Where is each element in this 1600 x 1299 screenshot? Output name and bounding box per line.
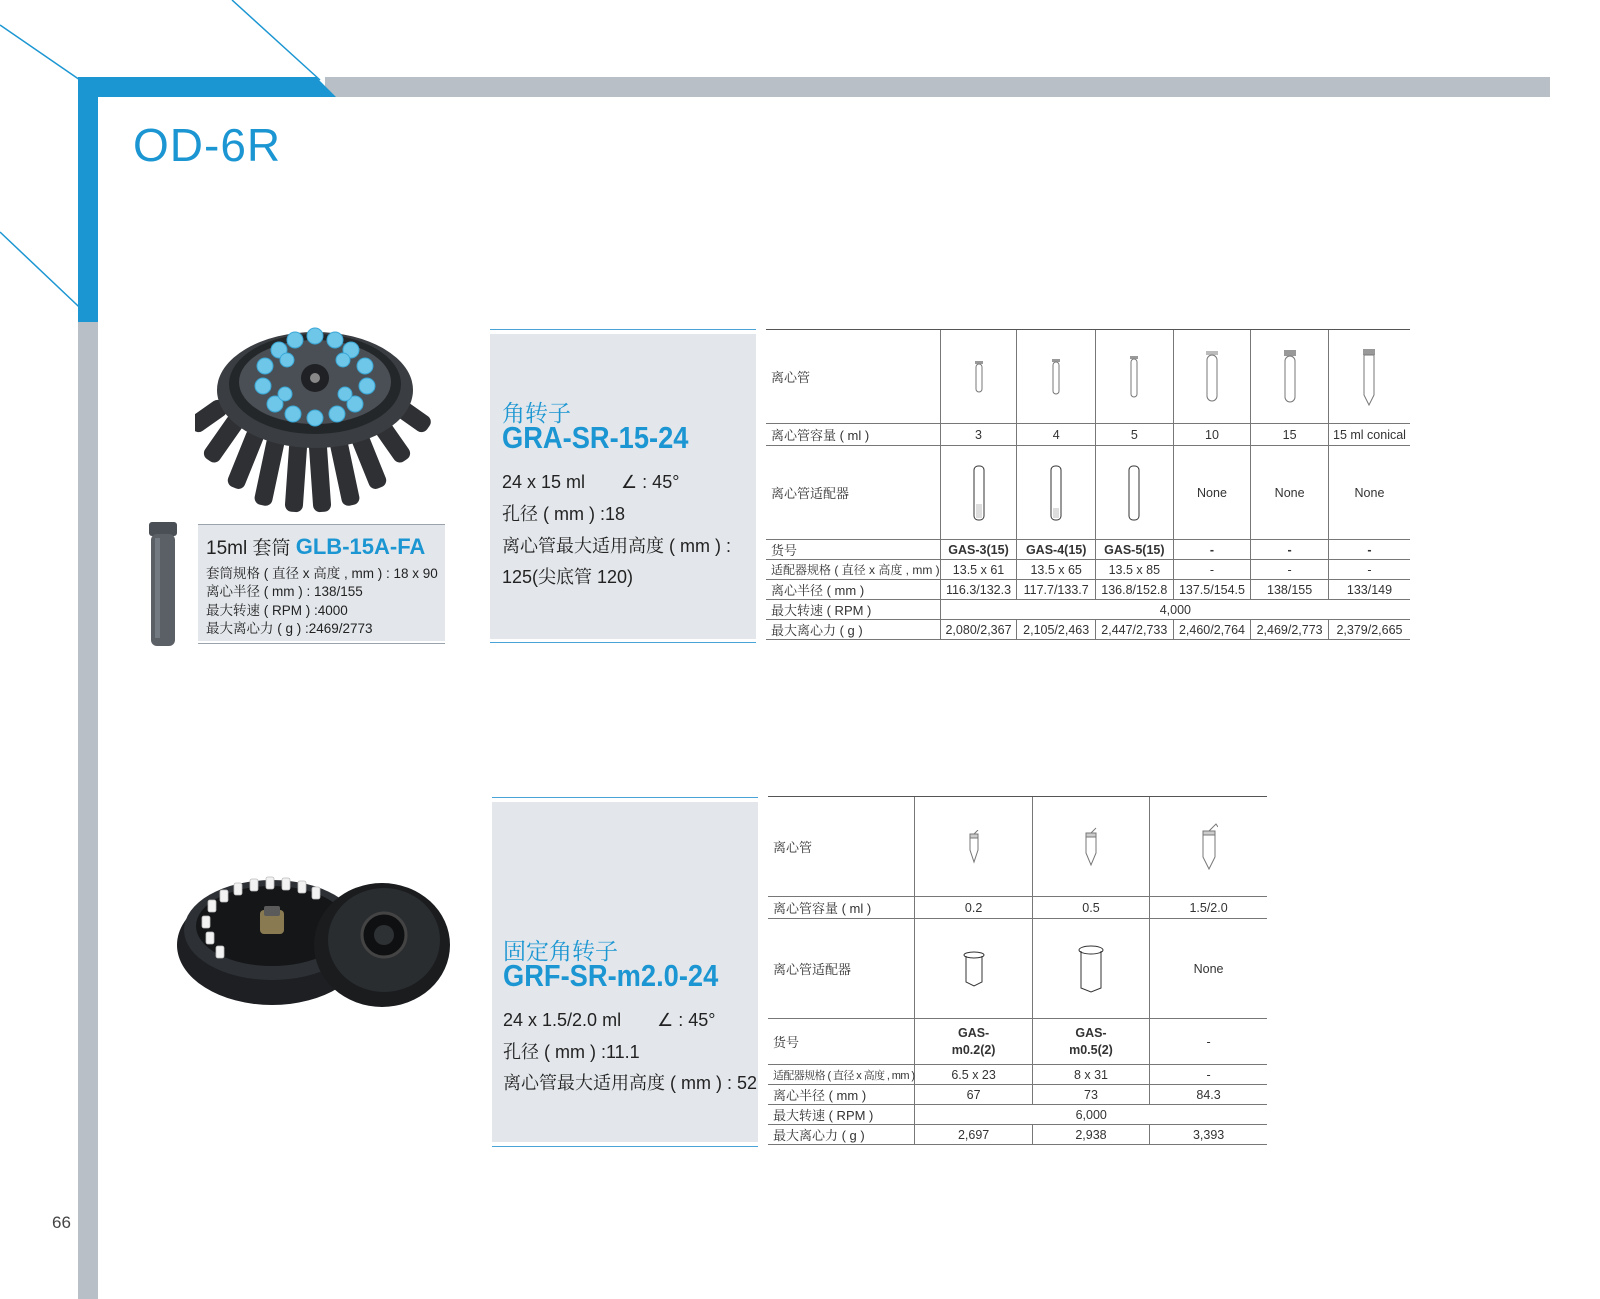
table1-part-no: - [1251,540,1329,560]
table2-capacity: 0.5 [1032,897,1149,919]
table1-adapter-none: None [1328,446,1410,540]
rotor1-spec-height-label: 离心管最大适用高度 ( mm ) : [502,536,731,556]
table1-adapter-spec: 13.5 x 85 [1095,560,1173,580]
table2-label-max-rcf: 最大离心力 ( g ) [768,1125,915,1145]
pcr-tube-icon [915,797,1032,897]
rotor1-spec-height-value: 125(尖底管 120) [502,567,634,587]
table1-part-no: - [1173,540,1251,560]
table1-row-part-no [766,540,1410,560]
table1-capacity: 10 [1173,424,1251,446]
rotor2-spec-height: 离心管最大适用高度 ( mm ) : 52 [503,1073,758,1093]
table2-label-adapter: 离心管适配器 [768,919,915,1019]
rotor2-panel-bottom-line [492,1146,758,1147]
tube-icon [1251,330,1329,424]
table1-capacity: 3 [940,424,1017,446]
rotor1-code: GRA-SR-15-24 [502,420,689,455]
table1-capacity: 5 [1095,424,1173,446]
adapter-icon [915,919,1032,1019]
rotor1-panel-top-line [490,329,756,330]
table2-row-tube [768,797,1267,897]
table2-adapter-spec: 6.5 x 23 [915,1065,1032,1085]
table2-label-radius: 离心半径 ( mm ) [768,1085,915,1105]
angle-rotor-photo [195,318,435,518]
table2-row-max-speed [768,1105,1267,1125]
rotor1-type-label: 角转子 [502,400,571,426]
table1-row-capacity [766,424,1410,446]
micro-tube-icon [1032,797,1149,897]
table2-label-adapter-spec: 适配器规格 ( 直径 x 高度 , mm ) [768,1065,915,1085]
table2-radius: 73 [1032,1085,1149,1105]
table2-capacity: 1.5/2.0 [1150,897,1267,919]
tube-icon [1017,330,1096,424]
tube-icon [1173,330,1251,424]
rotor2-spec-table [768,796,1267,1145]
sleeve-panel-divider [198,643,445,644]
table1-radius: 133/149 [1328,580,1410,600]
table1-radius: 116.3/132.3 [940,580,1017,600]
table2-label-part-no: 货号 [768,1019,915,1065]
table2-label-tube: 离心管 [768,797,915,897]
page-number: 66 [52,1213,71,1232]
adapter-icon [940,446,1017,540]
sleeve-spec-speed: 最大转速 ( RPM ) :4000 [206,603,348,618]
table2-adapter-spec: - [1150,1065,1267,1085]
tube-icon [1095,330,1173,424]
table1-row-max-rcf [766,620,1410,640]
table2-radius: 84.3 [1150,1085,1267,1105]
table1-max-rcf: 2,447/2,733 [1095,620,1173,640]
table1-capacity: 15 ml conical [1328,424,1410,446]
table1-radius: 117.7/133.7 [1017,580,1096,600]
table2-label-capacity: 离心管容量 ( ml ) [768,897,915,919]
eppendorf-tube-icon [1150,797,1267,897]
sleeve-prefix: 15ml 套筒 [206,538,291,559]
table1-adapter-none: None [1251,446,1329,540]
table2-row-radius [768,1085,1267,1105]
table1-row-radius [766,580,1410,600]
table1-radius: 137.5/154.5 [1173,580,1251,600]
sleeve-code: GLB-15A-FA [295,534,426,559]
table1-max-rcf: 2,105/2,463 [1017,620,1096,640]
conical-tube-icon [1328,330,1410,424]
model-title: OD-6R [133,119,282,171]
table2-part-no: GAS- m0.2(2) [915,1019,1032,1065]
table1-max-rcf: 2,080/2,367 [940,620,1017,640]
rotor1-panel-bottom-line [490,642,756,643]
table1-part-no: GAS-4(15) [1017,540,1096,560]
table1-label-capacity: 离心管容量 ( ml ) [766,424,940,446]
table1-part-no: GAS-3(15) [940,540,1017,560]
table1-adapter-spec: 13.5 x 65 [1017,560,1096,580]
table1-max-rcf: 2,460/2,764 [1173,620,1251,640]
sleeve-spec-radius: 离心半径 ( mm ) : 138/155 [206,584,363,599]
micro-rotor-photo [172,850,452,1010]
table2-adapter-spec: 8 x 31 [1032,1065,1149,1085]
table1-adapter-none: None [1173,446,1251,540]
table2-max-rcf: 2,938 [1032,1125,1149,1145]
table1-row-adapter-spec [766,560,1410,580]
rotor1-spec-table [766,329,1410,640]
table1-adapter-spec: - [1173,560,1251,580]
table1-label-max-speed: 最大转速 ( RPM ) [766,600,940,620]
table2-part-no: GAS- m0.5(2) [1032,1019,1149,1065]
table1-label-radius: 离心半径 ( mm ) [766,580,940,600]
table2-adapter-none: None [1150,919,1267,1019]
table2-row-part-no [768,1019,1267,1065]
table1-label-adapter: 离心管适配器 [766,446,940,540]
table1-adapter-spec: - [1251,560,1329,580]
table2-max-rcf: 2,697 [915,1125,1032,1145]
adapter-icon [1017,446,1096,540]
rotor2-code: GRF-SR-m2.0-24 [503,958,719,993]
table1-max-speed: 4,000 [940,600,1410,620]
table2-label-max-speed: 最大转速 ( RPM ) [768,1105,915,1125]
table2-row-max-rcf [768,1125,1267,1145]
sleeve-title [206,533,425,560]
table1-label-max-rcf: 最大离心力 ( g ) [766,620,940,640]
rotor2-spec-bore: 孔径 ( mm ) :11.1 [503,1042,640,1062]
rotor1-spec-bore: 孔径 ( mm ) :18 [502,504,626,524]
rotor2-type-label: 固定角转子 [503,938,618,964]
table1-adapter-spec: - [1328,560,1410,580]
table1-capacity: 4 [1017,424,1096,446]
rotor1-spec-capacity: 24 x 15 ml ∠ : 45° [502,472,680,492]
table1-max-rcf: 2,469/2,773 [1251,620,1329,640]
adapter-icon [1095,446,1173,540]
sleeve-spec-rcf: 最大离心力 ( g ) :2469/2773 [206,621,373,636]
table1-max-rcf: 2,379/2,665 [1328,620,1410,640]
table1-capacity: 15 [1251,424,1329,446]
table2-max-rcf: 3,393 [1150,1125,1267,1145]
sleeve-photo [146,520,180,650]
table1-label-tube: 离心管 [766,330,940,424]
table2-row-adapter [768,919,1267,1019]
table1-label-part-no: 货号 [766,540,940,560]
table1-radius: 138/155 [1251,580,1329,600]
table2-radius: 67 [915,1085,1032,1105]
table1-adapter-spec: 13.5 x 61 [940,560,1017,580]
table1-row-adapter [766,446,1410,540]
table2-row-adapter-spec [768,1065,1267,1085]
table1-label-adapter-spec: 适配器规格 ( 直径 x 高度 , mm ) [766,560,940,580]
table1-row-tube [766,330,1410,424]
rotor2-spec-capacity: 24 x 1.5/2.0 ml ∠ : 45° [503,1010,716,1030]
table2-max-speed: 6,000 [915,1105,1267,1125]
table2-part-no: - [1150,1019,1267,1065]
rotor2-panel-top-line [492,797,758,798]
tube-icon [940,330,1017,424]
adapter-icon [1032,919,1149,1019]
table2-row-capacity [768,897,1267,919]
table1-part-no: - [1328,540,1410,560]
table1-row-max-speed [766,600,1410,620]
sleeve-spec-size: 套筒规格 ( 直径 x 高度 , mm ) : 18 x 90 [206,566,438,581]
table1-radius: 136.8/152.8 [1095,580,1173,600]
table2-capacity: 0.2 [915,897,1032,919]
table1-part-no: GAS-5(15) [1095,540,1173,560]
